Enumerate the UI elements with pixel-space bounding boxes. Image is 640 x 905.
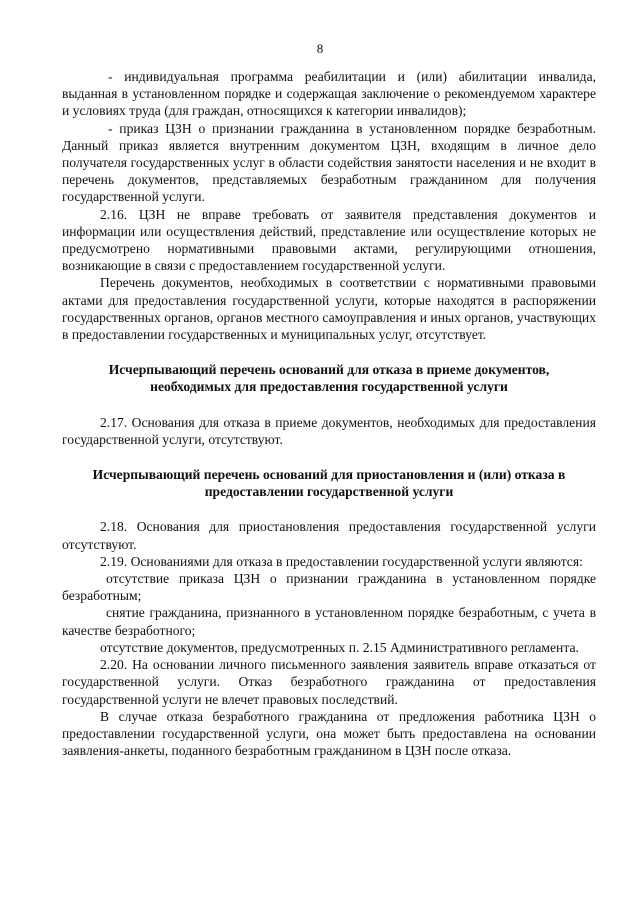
paragraph-2-17: 2.17. Основания для отказа в приеме документов, необходимых для предоставления государственной услуги, отсутствуют.	[62, 414, 596, 447]
paragraph-rehab-program: - индивидуальная программа реабилитации и (или) абилитации инвалида, выданная в установленном порядке и содержащая заключение о рекомендуемом характере и условиях труда (для граждан, относящихся к категории инвалидов);	[62, 69, 596, 119]
paragraph-deregistration: снятие гражданина, признанного в установленном порядке безработным, с учета в качестве безработного;	[62, 605, 596, 638]
section-heading-refusal-acceptance: Исчерпывающий перечень оснований для отказа в приеме документов, необходимых для предоставления государственной услуги	[108, 362, 550, 395]
paragraph-refusal-case: В случае отказа безработного гражданина от предложения работника ЦЗН о предоставлении государственной услуги, она может быть предоставлена на основании заявления-анкеты, поданного безработным гражданином в ЦЗН после отказа.	[62, 708, 596, 759]
paragraph-2-19: 2.19. Основаниями для отказа в предоставлении государственной услуги являются:	[100, 553, 583, 569]
paragraph-no-order: отсутствие приказа ЦЗН о признании гражданина в установленном порядке безработным;	[62, 571, 596, 604]
paragraph-2-16: 2.16. ЦЗН не вправе требовать от заявителя представления документов и информации или осуществления действий, представление или осуществление которых не предусмотрено нормативными правовыми актами, регулирующими отношения, возникающие в связи с предоставлением государственной услуги.	[62, 206, 596, 274]
paragraph-2-20: 2.20. На основании личного письменного заявления заявитель вправе отказаться от государственной услуги. Отказ безработного гражданина от предоставления государственной услуги не влечет правовых последствий.	[62, 657, 596, 707]
section-heading-suspension: Исчерпывающий перечень оснований для приостановления и (или) отказа в предоставлении государственной услуги	[92, 467, 566, 500]
paragraph-czn-order: - приказ ЦЗН о признании гражданина в установленном порядке безработным. Данный приказ является внутренним документом ЦЗН, входящим в личное дело получателя государственных услуг в области содействия занятости населения и не входит в перечень документов, представляемых безработным гражданином для получения государственной услуги.	[62, 120, 596, 205]
paragraph-2-18: 2.18. Основания для приостановления предоставления государственной услуги отсутствуют.	[62, 519, 596, 552]
paragraph-no-documents: отсутствие документов, предусмотренных п. 2.15 Административного регламента.	[100, 639, 579, 655]
paragraph-documents-list: Перечень документов, необходимых в соответствии с нормативными правовыми актами для предоставления государственной услуги, которые находятся в распоряжении государственных органов, органов местного самоуправления и иных органов, участвующих в предоставлении государственных и муниципальных услуг, отсутствует.	[62, 275, 596, 343]
page-number: 8	[316, 41, 324, 56]
document-body	[62, 68, 596, 759]
